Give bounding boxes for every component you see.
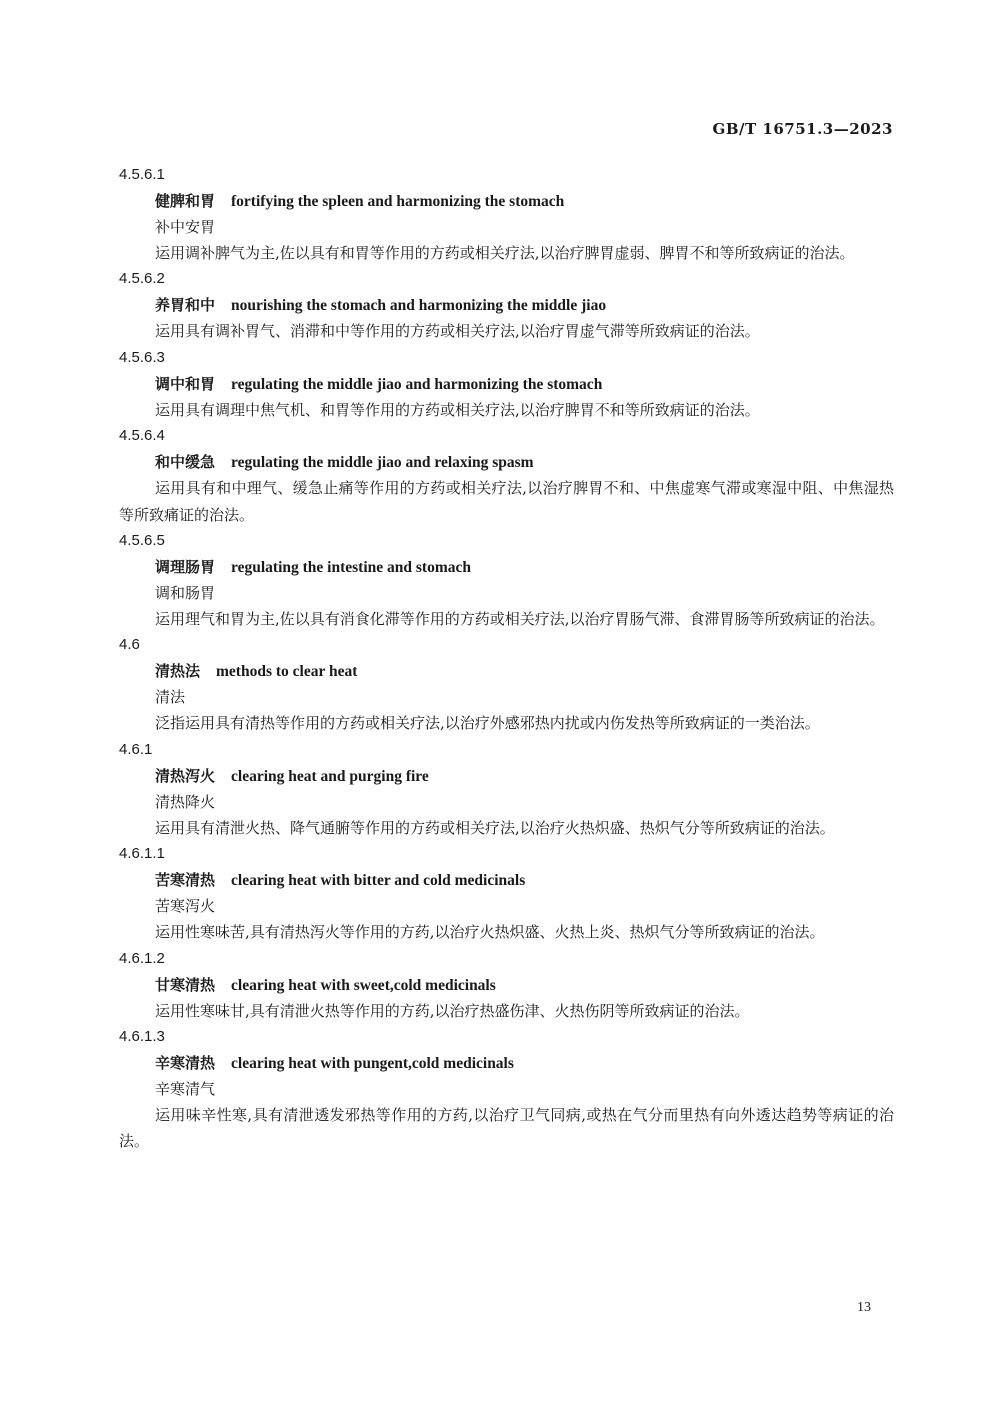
entry-number: 4.5.6.2 [119, 270, 165, 288]
entry [119, 841, 894, 945]
entry [119, 266, 894, 344]
term-english: clearing heat with bitter and cold medicinals [231, 872, 526, 890]
entry [119, 162, 894, 266]
entry [119, 737, 894, 841]
entry-term [119, 1050, 894, 1076]
entries-list [119, 162, 894, 1155]
term-chinese: 清热泻火 [155, 766, 216, 785]
entry-number: 4.6.1.2 [119, 949, 165, 967]
entry-definition: 运用具有和中理气、缓急止痛等作用的方药或相关疗法,以治疗脾胃不和、中焦虚寒气滞或寒湿中阻、中焦湿热等所致痛证的治法。 [119, 479, 894, 524]
term-chinese: 甘寒清热 [155, 975, 216, 994]
entry-term [119, 371, 894, 397]
entry-term [119, 449, 894, 475]
entry [119, 528, 894, 632]
term-chinese: 养胃和中 [155, 296, 216, 315]
entry-definition: 泛指运用具有清热等作用的方药或相关疗法,以治疗外感邪热内扰或内伤发热等所致病证的一类治法。 [155, 714, 820, 733]
term-english: regulating the middle jiao and harmonizing the stomach [231, 375, 603, 393]
standard-code: GB/T 16751.3—2023 [712, 120, 893, 138]
term-chinese: 清热法 [155, 662, 201, 681]
term-chinese: 和中缓急 [155, 453, 216, 472]
entry-term [119, 292, 894, 318]
entry-definition: 运用性寒味甘,具有清泄火热等作用的方药,以治疗热盛伤津、火热伤阴等所致病证的治法。 [155, 1001, 750, 1020]
term-chinese: 苦寒清热 [155, 871, 216, 890]
entry [119, 345, 894, 423]
entry-synonym: 补中安胃 [155, 218, 216, 236]
term-english: methods to clear heat [216, 663, 358, 681]
term-english: fortifying the spleen and harmonizing the stomach [231, 193, 565, 210]
entry-definition: 运用具有调理中焦气机、和胃等作用的方药或相关疗法,以治疗脾胃不和等所致病证的治法。 [155, 400, 760, 419]
entry [119, 423, 894, 528]
entry-synonym: 调和肠胃 [155, 584, 216, 603]
entry-definition: 运用具有清泄火热、降气通腑等作用的方药或相关疗法,以治疗火热炽盛、热炽气分等所致病证的治法。 [155, 818, 835, 837]
entry-definition: 运用调补脾气为主,佐以具有和胃等作用的方药或相关疗法,以治疗脾胃虚弱、脾胃不和等所致病证的治法。 [155, 244, 855, 262]
entry-number: 4.5.6.5 [119, 532, 165, 550]
entry-term [119, 554, 894, 580]
term-english: nourishing the stomach and harmonizing the middle jiao [231, 297, 607, 315]
entry-definition: 运用具有调补胃气、消滞和中等作用的方药或相关疗法,以治疗胃虚气滞等所致病证的治法。 [155, 322, 760, 341]
entry-number: 4.6.1 [119, 740, 153, 758]
term-english: clearing heat with sweet,cold medicinals [231, 976, 496, 994]
entry [119, 632, 894, 736]
entry-term [119, 188, 894, 214]
term-english: clearing heat and purging fire [231, 767, 429, 785]
term-chinese: 健脾和胃 [155, 192, 216, 210]
entry-synonym: 苦寒泻火 [155, 897, 216, 916]
entry-term [119, 867, 894, 893]
term-chinese: 调理肠胃 [155, 558, 216, 577]
entry-term [119, 763, 894, 789]
entry-number: 4.5.6.3 [119, 348, 165, 366]
entry-synonym: 清热降火 [155, 792, 216, 811]
term-english: clearing heat with pungent,cold medicinals [231, 1055, 514, 1073]
entry-number: 4.5.6.4 [119, 427, 165, 445]
term-english: regulating the intestine and stomach [231, 559, 471, 577]
entry [119, 946, 894, 1024]
term-english: regulating the middle jiao and relaxing spasm [231, 454, 534, 472]
term-chinese: 辛寒清热 [155, 1054, 216, 1073]
entry-definition: 运用理气和胃为主,佐以具有消食化滞等作用的方药或相关疗法,以治疗胃肠气滞、食滞胃肠等所致病证的治法。 [155, 610, 885, 629]
entry [119, 1024, 894, 1155]
entry-definition: 运用味辛性寒,具有清泄透发邪热等作用的方药,以治疗卫气同病,或热在气分而里热有向外透达趋势等病证的治法。 [119, 1106, 894, 1151]
entry-term [119, 658, 894, 684]
entry-definition: 运用性寒味苦,具有清热泻火等作用的方药,以治疗火热炽盛、火热上炎、热炽气分等所致病证的治法。 [155, 923, 825, 942]
entry-synonym: 清法 [155, 688, 186, 707]
entry-number: 4.5.6.1 [119, 166, 165, 183]
entry-number: 4.6.1.3 [119, 1028, 165, 1046]
page-number: 13 [857, 1300, 871, 1315]
entry-number: 4.6.1.1 [119, 845, 165, 863]
entry-term [119, 972, 894, 998]
term-chinese: 调中和胃 [155, 374, 216, 393]
entry-number: 4.6 [119, 636, 140, 654]
entry-synonym: 辛寒清气 [155, 1080, 216, 1099]
